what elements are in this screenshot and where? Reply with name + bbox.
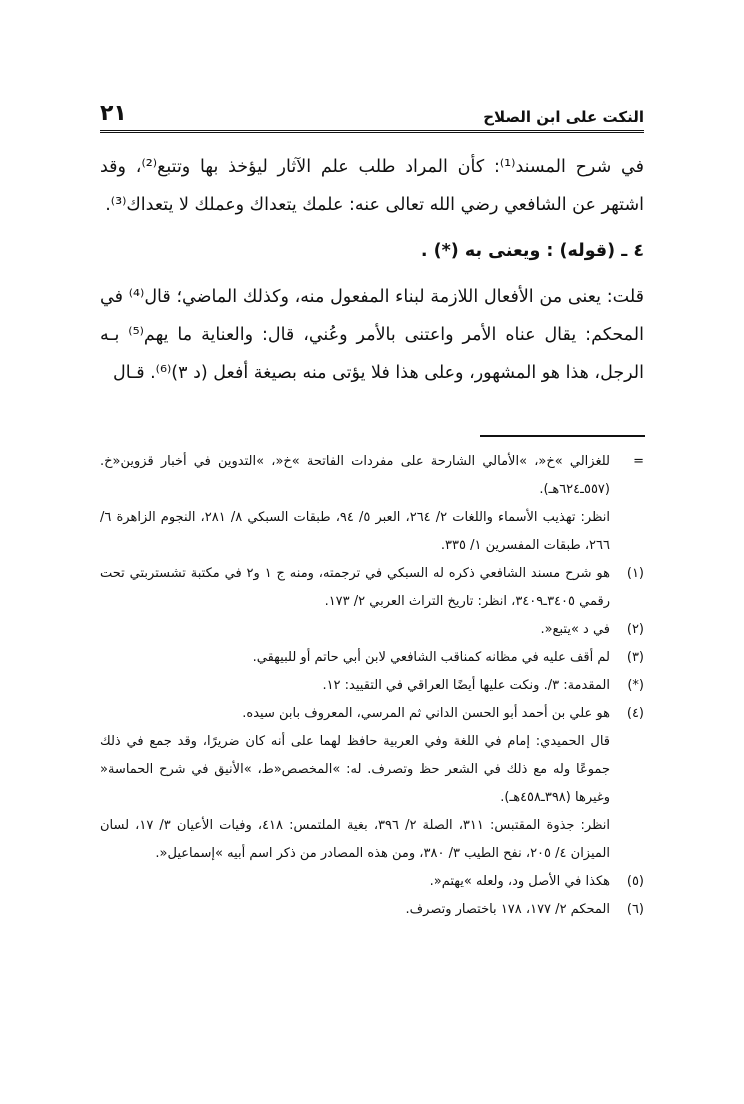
- footnote-3: [100, 644, 644, 672]
- footnote-marker: =: [633, 454, 644, 469]
- footnote-6: [100, 896, 644, 924]
- paragraph-1: في شرح المسند⁽¹⁾: كأن المراد طلب علم الآثار ليؤخذ بها وتتبع⁽²⁾، وقد اشتهر عن الشافعي رضي الله تعالى عنه: علمك يتعداك وعملك لا يتعداك⁽³⁾.: [100, 157, 644, 215]
- footnote-marker: (*): [627, 678, 644, 693]
- footnote-separator: [480, 435, 645, 437]
- page-number: ٢١: [100, 101, 127, 126]
- footnote-marker: (٢): [626, 622, 644, 637]
- footnote-text: انظر: جذوة المقتبس: ٣١١، الصلة ٢/ ٣٩٦، بغية الملتمس: ٤١٨، وفيات الأعيان ٣/ ١٧، لسان الميزان ٤/ ٢٠٥، نفح الطيب ٣/ ٣٨٠، ومن هذه المصادر من ذكر اسم أبيه »إسماعيل«.: [100, 818, 610, 861]
- page-header: [100, 92, 644, 133]
- footnote-marker: (٦): [626, 902, 644, 917]
- footnote-text: في د »يتبع«.: [540, 622, 610, 637]
- footnote-5: [100, 868, 644, 896]
- footnote-text: المحكم ٢/ ١٧٧، ١٧٨ باختصار وتصرف.: [405, 902, 610, 917]
- footnote-marker: (٥): [626, 874, 644, 889]
- footnotes: [100, 448, 644, 924]
- footnote-continuation: [100, 448, 644, 504]
- footnote-continuation: [100, 504, 644, 560]
- footnote-4: [100, 700, 644, 728]
- main-text: [100, 148, 644, 392]
- footnote-text: لم أقف عليه في مظانه كمناقب الشافعي لابن أبي حاتم أو للبيهقي.: [252, 650, 610, 665]
- footnote-star: [100, 672, 644, 700]
- footnote-text: للغزالي »خ«، »الأمالي الشارحة على مفردات الفاتحة »خ«، »التدوين في أخبار قزوين«خ. (٥٥٧ـ٦٢٤هـ).: [100, 454, 610, 497]
- footnote-text: هو شرح مسند الشافعي ذكره له السبكي في ترجمته، ومنه ج ١ و٢ في مكتبة تشستربتي تحت رقمي ٣٤٠٥ـ٣٤٠٩، انظر: تاريخ التراث العربي ٢/ ١٧٣.: [100, 566, 610, 609]
- footnote-marker: (٤): [626, 706, 644, 721]
- footnote-text: انظر: تهذيب الأسماء واللغات ٢/ ٢٦٤، العبر ٥/ ٩٤، طبقات السبكي ٨/ ٢٨١، النجوم الزاهرة ٦/ ٢٦٦، طبقات المفسرين ١/ ٣٣٥.: [100, 510, 611, 553]
- footnote-2: [100, 616, 644, 644]
- paragraph-2: قلت: يعنى من الأفعال اللازمة لبناء المفعول منه، وكذلك الماضي؛ قال⁽⁴⁾ في المحكم: يقال عناه الأمر واعتنى بالأمر وعُني، قال: والعناية ما يهم⁽⁵⁾ بـه الرجل، هذا هو المشهور، وعلى هذا فلا يؤتى منه بصيغة أفعل (د ٣)⁽⁶⁾. قـال: [100, 287, 644, 383]
- footnote-marker: (٣): [626, 650, 644, 665]
- footnote-4-continued: [100, 728, 644, 812]
- footnote-4-sources: [100, 812, 644, 868]
- footnote-text: هكذا في الأصل ود، ولعله »يهتم«.: [429, 874, 610, 889]
- footnote-text: المقدمة: ٣/. ونكت عليها أيضًا العراقي في التقييد: ١٢.: [322, 678, 610, 693]
- item-4-heading: ٤ ـ (قوله) : ويعنى به (*) .: [420, 241, 644, 261]
- footnote-1: [100, 560, 644, 616]
- footnote-marker: (١): [626, 566, 644, 581]
- running-title: النكت على ابن الصلاح: [483, 108, 644, 126]
- footnote-text: هو علي بن أحمد أبو الحسن الداني ثم المرسي، المعروف بابن سيده.: [242, 706, 610, 721]
- footnote-text: قال الحميدي: إمام في اللغة وفي العربية حافظ لهما على أنه كان ضريرًا، وقد جمع في ذلك جموعًا وله مع ذلك في الشعر حظ وتصرف. له: »المخصص«ط، »الأنيق في شرح الحماسة« وغيرها (٣٩٨ـ٤٥٨هـ).: [100, 734, 610, 805]
